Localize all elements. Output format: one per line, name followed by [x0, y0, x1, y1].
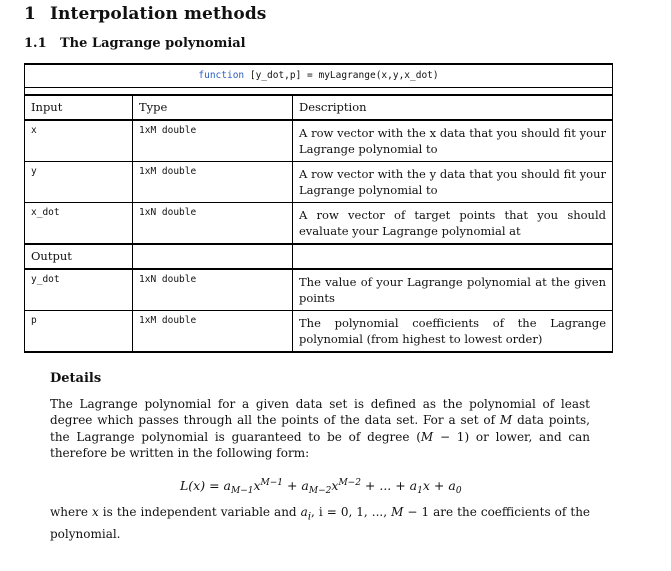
text-run: The Lagrange polynomial for a given data set is defined as the polynomial of least degree which passes through all the points of the data set. For a set of — [50, 397, 590, 428]
input-header-row — [25, 95, 613, 120]
param-description: A row vector of target points that you should evaluate your Lagrange polynomial at — [293, 203, 613, 245]
keyword-function: function — [198, 70, 245, 81]
math-var: M — [391, 505, 404, 519]
function-signature — [25, 64, 613, 88]
param-type: 1xM double — [133, 162, 293, 203]
eq-part: x — [331, 478, 339, 493]
param-description: A row vector with the x data that you should fit your Lagrange polynomial to — [293, 120, 613, 162]
eq-subscript: M−1 — [230, 486, 254, 496]
output-type: 1xN double — [133, 269, 293, 311]
eq-subscript: 0 — [455, 486, 462, 496]
output-name: y_dot — [25, 269, 133, 311]
type-header: Type — [133, 95, 293, 120]
output-header: Output — [25, 244, 133, 269]
function-spec-table — [24, 63, 613, 353]
text-run: − 1 are the coefficients of the polynomial. — [50, 505, 591, 541]
output-name: p — [25, 311, 133, 353]
eq-part: + a — [283, 478, 309, 493]
coefficients-paragraph — [50, 504, 590, 542]
output-description: The polynomial coefficients of the Lagrange polynomial (from highest to lowest order) — [293, 311, 613, 353]
eq-part: x + a — [422, 478, 456, 493]
input-header: Input — [25, 95, 133, 120]
lagrange-equation — [180, 478, 462, 496]
section-heading — [24, 4, 266, 24]
param-type: 1xN double — [133, 203, 293, 245]
subsection-number: 1.1 — [24, 36, 47, 51]
param-description: A row vector with the y data that you should fit your Lagrange polynomial to — [293, 162, 613, 203]
param-type: 1xM double — [133, 120, 293, 162]
text-run: , i = 0, 1, ..., — [311, 505, 392, 519]
text-run: data points, the Lagrange polynomial is guaranteed to be of degree ( — [50, 413, 590, 444]
table-row — [25, 311, 613, 353]
eq-subscript: 1 — [417, 486, 423, 496]
param-name: x_dot — [25, 203, 133, 245]
math-var: x — [91, 505, 99, 519]
math-var: M — [499, 413, 513, 428]
eq-part: x — [253, 478, 261, 493]
subsection-title: The Lagrange polynomial — [60, 36, 246, 51]
section-number: 1 — [24, 4, 36, 24]
section-title: Interpolation methods — [50, 4, 267, 24]
table-row — [25, 269, 613, 311]
math-subscript: i — [307, 511, 312, 523]
table-row — [25, 203, 613, 245]
table-row — [25, 162, 613, 203]
output-type: 1xM double — [133, 311, 293, 353]
math-var: a — [300, 505, 308, 519]
text-run: where — [50, 505, 92, 519]
math-var: M — [420, 429, 434, 444]
signature-rest: [y_dot,p] = myLagrange(x,y,x_dot) — [244, 70, 439, 81]
eq-subscript: M−2 — [308, 486, 332, 496]
eq-part: L(x) = a — [180, 478, 231, 493]
description-header: Description — [293, 95, 613, 120]
text-run: − 1) or lower, and can therefore be written in the following form: — [50, 429, 590, 460]
param-name: y — [25, 162, 133, 203]
details-paragraph — [50, 396, 590, 461]
table-row — [25, 120, 613, 162]
subsection-heading — [24, 36, 246, 51]
output-header-row — [25, 244, 613, 269]
eq-superscript: M−1 — [260, 478, 284, 488]
signature-row — [25, 64, 613, 88]
text-run: is the independent variable and — [98, 505, 301, 519]
param-name: x — [25, 120, 133, 162]
spacer-row — [25, 88, 613, 96]
eq-part: + ... + a — [360, 478, 418, 493]
eq-superscript: M−2 — [338, 478, 361, 488]
output-description: The value of your Lagrange polynomial at the given points — [293, 269, 613, 311]
details-heading: Details — [50, 371, 102, 386]
